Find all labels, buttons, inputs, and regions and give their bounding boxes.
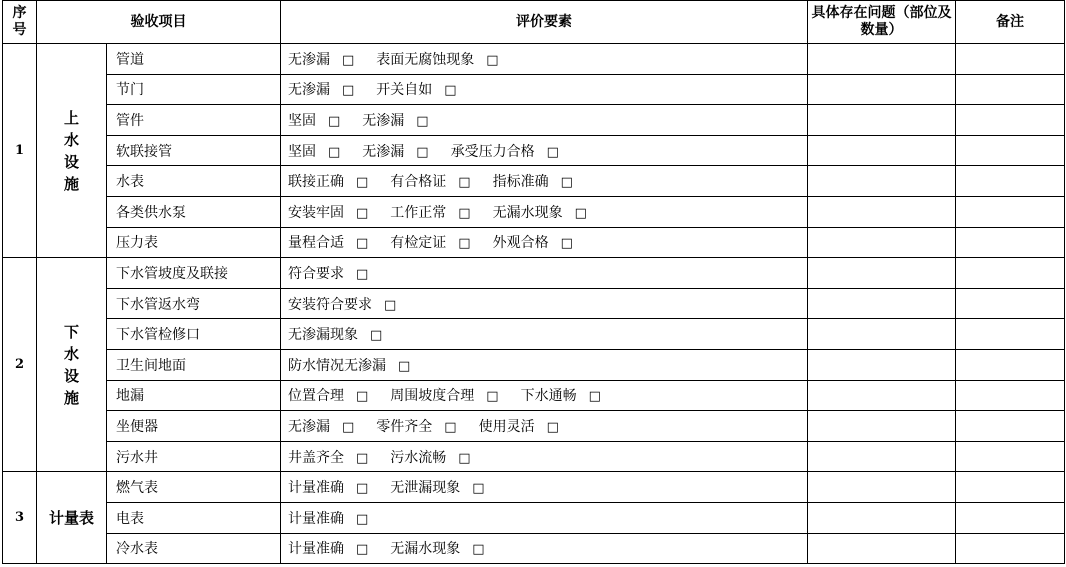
criterion-label: 零件齐全	[376, 418, 433, 435]
criteria-cell	[281, 349, 808, 380]
table-row	[3, 135, 1065, 166]
header-criteria: 评价要素	[281, 1, 808, 44]
note-cell[interactable]	[956, 411, 1065, 442]
criterion-label: 井盖齐全	[288, 449, 344, 466]
note-cell[interactable]	[956, 533, 1065, 564]
problem-cell[interactable]	[808, 105, 956, 136]
criterion-label: 计量准确	[288, 510, 344, 527]
criterion-label: 有检定证	[390, 235, 447, 252]
problem-cell[interactable]	[808, 533, 956, 564]
criterion-label: 使用灵活	[478, 418, 535, 435]
note-cell[interactable]	[956, 135, 1065, 166]
checkbox-icon[interactable]: □	[356, 266, 369, 282]
table-row	[3, 502, 1065, 533]
checkbox-icon[interactable]: □	[486, 389, 499, 405]
header-note: 备注	[956, 1, 1065, 44]
checkbox-icon[interactable]: □	[458, 175, 471, 191]
checkbox-icon[interactable]: □	[384, 297, 397, 313]
criterion-label: 坚固	[288, 143, 316, 160]
item-name: 坐便器	[107, 411, 281, 442]
problem-cell[interactable]	[808, 196, 956, 227]
criteria-cell	[281, 472, 808, 503]
group-seq: 2	[3, 258, 37, 472]
note-cell[interactable]	[956, 196, 1065, 227]
checkbox-icon[interactable]: □	[342, 52, 355, 68]
item-name: 电表	[107, 502, 281, 533]
header-item: 验收项目	[37, 1, 281, 44]
checkbox-icon[interactable]: □	[398, 358, 411, 374]
criterion-label: 下水通畅	[520, 388, 577, 405]
problem-cell[interactable]	[808, 44, 956, 75]
criterion-label: 无渗漏现象	[288, 327, 358, 344]
note-cell[interactable]	[956, 502, 1065, 533]
checkbox-icon[interactable]: □	[588, 389, 601, 405]
item-name: 下水管返水弯	[107, 288, 281, 319]
criteria-cell	[281, 135, 808, 166]
note-cell[interactable]	[956, 258, 1065, 289]
problem-cell[interactable]	[808, 349, 956, 380]
table-row	[3, 319, 1065, 350]
criterion-label: 计量准确	[288, 541, 344, 558]
note-cell[interactable]	[956, 472, 1065, 503]
group-name-char: 水	[63, 130, 79, 149]
criterion-label: 无漏水现象	[390, 541, 461, 558]
item-name: 燃气表	[107, 472, 281, 503]
problem-cell[interactable]	[808, 166, 956, 197]
checkbox-icon[interactable]: □	[416, 144, 429, 160]
table-row	[3, 105, 1065, 136]
table-row	[3, 411, 1065, 442]
group-seq: 1	[3, 44, 37, 258]
item-name: 水表	[107, 166, 281, 197]
item-name: 污水井	[107, 441, 281, 472]
item-name: 压力表	[107, 227, 281, 258]
table-row	[3, 288, 1065, 319]
note-cell[interactable]	[956, 227, 1065, 258]
checkbox-icon[interactable]: □	[458, 450, 471, 466]
group-name	[37, 258, 107, 472]
criterion-label: 无渗漏	[362, 112, 405, 129]
criterion-label: 有合格证	[390, 174, 447, 191]
note-cell[interactable]	[956, 74, 1065, 105]
problem-cell[interactable]	[808, 441, 956, 472]
checkbox-icon[interactable]: □	[328, 113, 341, 129]
item-name: 卫生间地面	[107, 349, 281, 380]
table-row	[3, 533, 1065, 564]
note-cell[interactable]	[956, 349, 1065, 380]
group-name-char: 施	[63, 388, 79, 407]
checkbox-icon[interactable]: □	[574, 205, 587, 221]
criteria-cell	[281, 288, 808, 319]
item-name: 节门	[107, 74, 281, 105]
note-cell[interactable]	[956, 288, 1065, 319]
problem-cell[interactable]	[808, 411, 956, 442]
problem-cell[interactable]	[808, 227, 956, 258]
problem-cell[interactable]	[808, 135, 956, 166]
table-row	[3, 196, 1065, 227]
group-name-char: 上	[63, 108, 79, 127]
item-name: 冷水表	[107, 533, 281, 564]
item-name: 软联接管	[107, 135, 281, 166]
criterion-label: 污水流畅	[390, 449, 447, 466]
table-row	[3, 380, 1065, 411]
criterion-label: 无渗漏	[288, 82, 330, 99]
criterion-label: 指标准确	[492, 174, 549, 191]
criterion-label: 无渗漏	[288, 418, 330, 435]
criterion-label: 计量准确	[288, 480, 344, 497]
group-name	[37, 44, 107, 258]
problem-cell[interactable]	[808, 380, 956, 411]
header-seq	[3, 1, 37, 44]
criterion-label: 安装牢固	[288, 204, 344, 221]
criterion-label: 表面无腐蚀现象	[376, 51, 475, 68]
criteria-cell	[281, 502, 808, 533]
criteria-cell	[281, 196, 808, 227]
item-name: 管件	[107, 105, 281, 136]
header-seq-char: 号	[12, 22, 27, 38]
checkbox-icon[interactable]: □	[356, 481, 369, 497]
checkbox-icon[interactable]: □	[356, 450, 369, 466]
table-row	[3, 349, 1065, 380]
checkbox-icon[interactable]: □	[444, 419, 457, 435]
criterion-label: 量程合适	[288, 235, 344, 252]
table-row	[3, 441, 1065, 472]
problem-cell[interactable]	[808, 258, 956, 289]
criteria-cell	[281, 258, 808, 289]
checkbox-icon[interactable]: □	[342, 419, 355, 435]
item-name: 地漏	[107, 380, 281, 411]
checkbox-icon[interactable]: □	[486, 52, 499, 68]
checkbox-icon[interactable]: □	[342, 83, 355, 99]
note-cell[interactable]	[956, 166, 1065, 197]
table-row	[3, 472, 1065, 503]
criterion-label: 承受压力合格	[450, 143, 535, 160]
criterion-label: 符合要求	[288, 265, 344, 282]
table-body	[3, 44, 1065, 564]
table-header-row	[3, 1, 1065, 44]
criteria-cell	[281, 441, 808, 472]
group-name-char: 施	[63, 174, 79, 193]
group-seq: 3	[3, 472, 37, 564]
checkbox-icon[interactable]: □	[472, 542, 485, 558]
checkbox-icon[interactable]: □	[356, 236, 369, 252]
group-name-char: 设	[63, 366, 79, 385]
table-row	[3, 166, 1065, 197]
criterion-label: 安装符合要求	[288, 296, 372, 313]
checkbox-icon[interactable]: □	[560, 175, 573, 191]
checkbox-icon[interactable]: □	[356, 511, 369, 527]
criterion-label: 工作正常	[390, 204, 447, 221]
checkbox-icon[interactable]: □	[416, 113, 429, 129]
criteria-cell	[281, 319, 808, 350]
criterion-label: 位置合理	[288, 388, 344, 405]
criterion-label: 周围坡度合理	[390, 388, 475, 405]
checkbox-icon[interactable]: □	[560, 236, 573, 252]
acceptance-table	[2, 0, 1065, 564]
checkbox-icon[interactable]: □	[546, 419, 559, 435]
problem-cell[interactable]	[808, 74, 956, 105]
header-seq-char: 序	[12, 5, 27, 21]
criteria-cell	[281, 44, 808, 75]
criterion-label: 坚固	[288, 112, 316, 129]
checkbox-icon[interactable]: □	[458, 205, 471, 221]
criteria-cell	[281, 533, 808, 564]
problem-cell[interactable]	[808, 288, 956, 319]
criteria-cell	[281, 227, 808, 258]
item-name: 各类供水泵	[107, 196, 281, 227]
group-name-char: 水	[63, 344, 79, 363]
checkbox-icon[interactable]: □	[546, 144, 559, 160]
criterion-label: 外观合格	[492, 235, 549, 252]
group-name: 计量表	[37, 472, 107, 564]
checkbox-icon[interactable]: □	[356, 175, 369, 191]
group-name-char: 设	[63, 152, 79, 171]
item-name: 下水管检修口	[107, 319, 281, 350]
group-name-char: 下	[63, 322, 79, 341]
checkbox-icon[interactable]: □	[458, 236, 471, 252]
criterion-label: 防水情况无渗漏	[288, 357, 386, 374]
criteria-cell	[281, 380, 808, 411]
criterion-label: 开关自如	[376, 82, 433, 99]
checkbox-icon[interactable]: □	[356, 542, 369, 558]
note-cell[interactable]	[956, 380, 1065, 411]
note-cell[interactable]	[956, 44, 1065, 75]
criteria-cell	[281, 105, 808, 136]
problem-cell[interactable]	[808, 472, 956, 503]
criterion-label: 无渗漏	[288, 51, 330, 68]
criterion-label: 联接正确	[288, 174, 344, 191]
checkbox-icon[interactable]: □	[356, 389, 369, 405]
table-row	[3, 258, 1065, 289]
criterion-label: 无渗漏	[362, 143, 405, 160]
note-cell[interactable]	[956, 441, 1065, 472]
checkbox-icon[interactable]: □	[328, 144, 341, 160]
header-problem: 具体存在问题（部位及数量）	[808, 1, 956, 44]
checkbox-icon[interactable]: □	[356, 205, 369, 221]
criterion-label: 无漏水现象	[492, 204, 563, 221]
item-name: 下水管坡度及联接	[107, 258, 281, 289]
note-cell[interactable]	[956, 319, 1065, 350]
table-row	[3, 74, 1065, 105]
checkbox-icon[interactable]: □	[444, 83, 457, 99]
table-row	[3, 44, 1065, 75]
criteria-cell	[281, 166, 808, 197]
checkbox-icon[interactable]: □	[472, 481, 485, 497]
criteria-cell	[281, 411, 808, 442]
note-cell[interactable]	[956, 105, 1065, 136]
problem-cell[interactable]	[808, 502, 956, 533]
criterion-label: 无泄漏现象	[390, 480, 461, 497]
table-row	[3, 227, 1065, 258]
criteria-cell	[281, 74, 808, 105]
checkbox-icon[interactable]: □	[370, 328, 383, 344]
item-name: 管道	[107, 44, 281, 75]
problem-cell[interactable]	[808, 319, 956, 350]
